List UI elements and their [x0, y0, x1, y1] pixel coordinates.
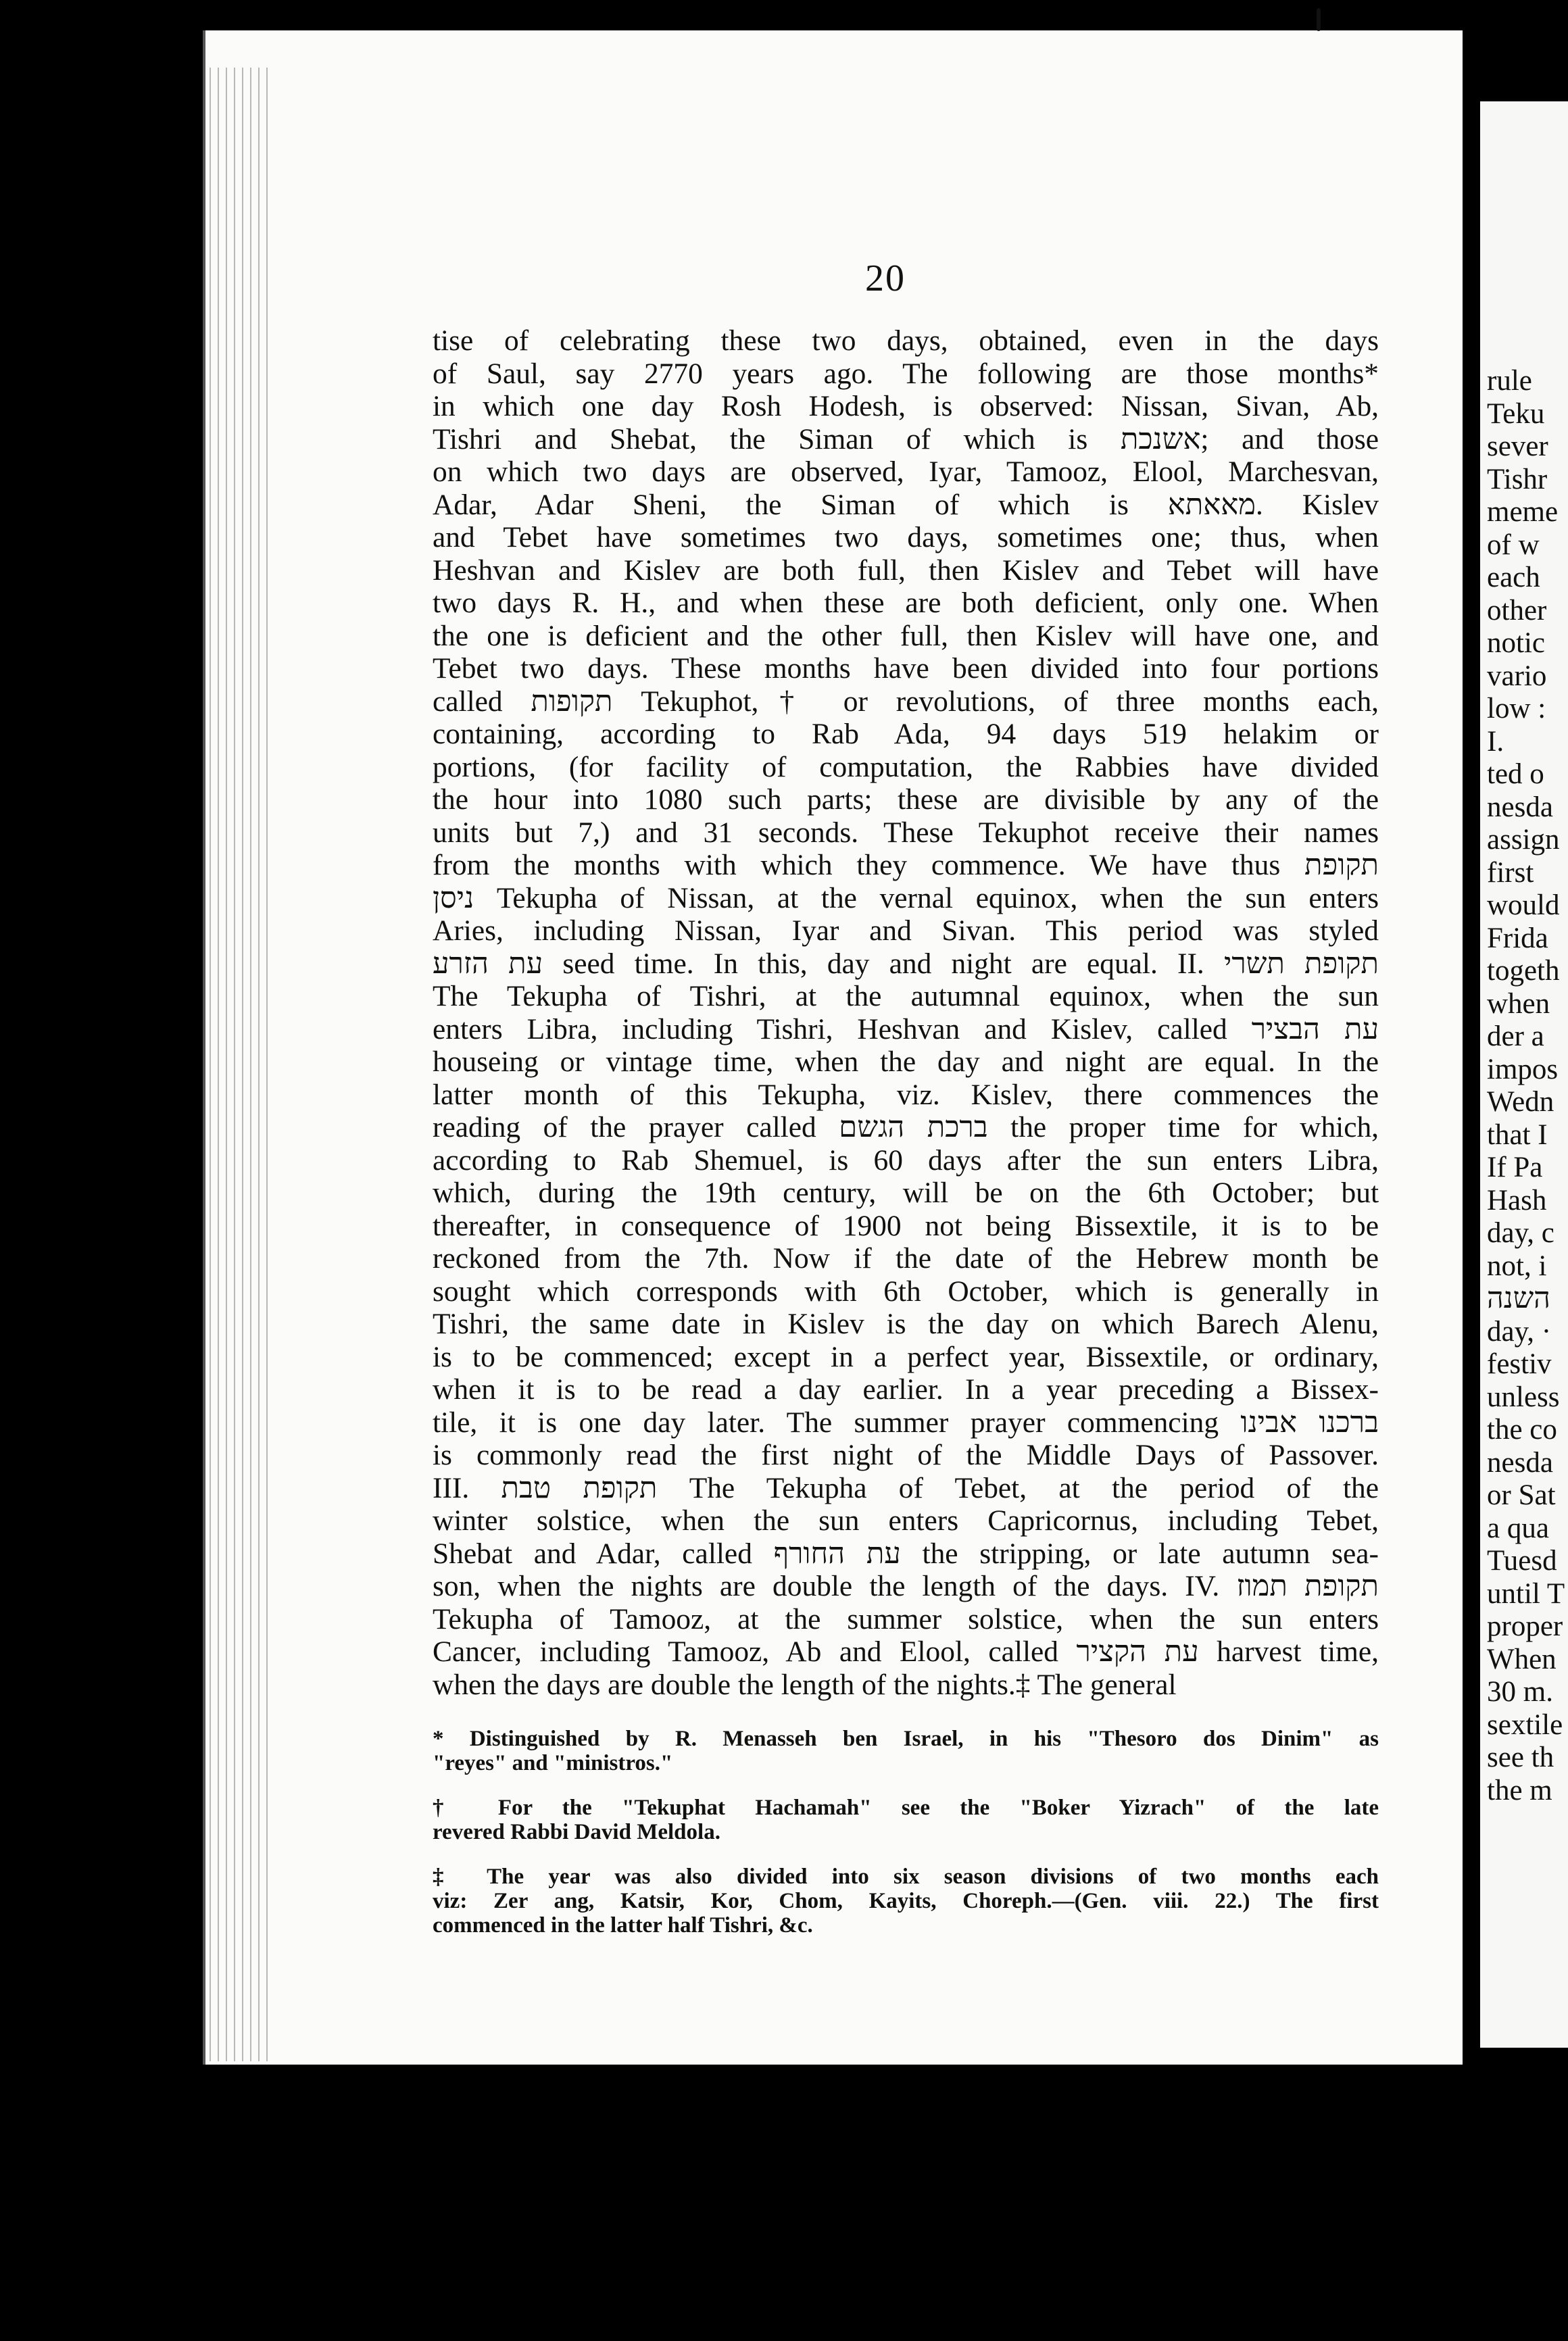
text-line: III. תקופת טבת The Tekupha of Tebet, at the period of the — [433, 1471, 1379, 1504]
text-line: according to Rab Shemuel, is 60 days after the sun enters Libra, — [433, 1143, 1379, 1177]
right-page-text — [1487, 365, 1568, 1807]
text-line: of Saul, say 2770 years ago. The following are those months* — [433, 357, 1379, 390]
right-page-line: nesda — [1487, 791, 1553, 823]
text-line: Tishri and Shebat, the Siman of which is אשנכת; and those — [433, 422, 1379, 455]
right-page-line: low : — [1487, 693, 1546, 724]
text-line: and Tebet have sometimes two days, sometimes one; thus, when — [433, 521, 1379, 553]
right-page-line: impos — [1487, 1053, 1559, 1085]
footnote — [433, 1727, 1379, 1775]
right-page-line: sextile — [1487, 1708, 1563, 1741]
text-line: tise of celebrating these two days, obtained, even in the days — [433, 324, 1379, 357]
right-page-line: vario — [1487, 660, 1547, 692]
text-line: called תקופות Tekuphot,† or revolutions, of three months each, — [433, 685, 1379, 718]
footnote-line: ‡ The year was also divided into six season divisions of two months each — [433, 1865, 1379, 1889]
footnote — [433, 1796, 1379, 1844]
text-line: The Tekupha of Tishri, at the autumnal equinox, when the sun — [433, 980, 1379, 1012]
right-page-line: first — [1487, 856, 1534, 889]
right-page-line: when — [1487, 987, 1550, 1020]
footnote-line: commenced in the latter half Tishri, &c. — [433, 1913, 813, 1938]
text-line: enters Libra, including Tishri, Heshvan and Kislev, called עת הבציר — [433, 1012, 1379, 1045]
text-line: Tishri, the same date in Kislev is the day on which Barech Alenu, — [433, 1308, 1379, 1340]
right-page-line: Tishr — [1487, 463, 1548, 495]
right-page-line: would — [1487, 889, 1560, 921]
right-page-line: rule — [1487, 365, 1532, 397]
text-line: containing, according to Rab Ada, 94 days 519 helakim or — [433, 718, 1379, 750]
text-line: Tekupha of Tamooz, at the summer solstice, when the sun enters — [433, 1602, 1379, 1635]
right-page-line: sever — [1487, 430, 1548, 462]
text-line: from the months with which they commence. We have thus תקופת — [433, 849, 1379, 881]
right-page-line: notic — [1487, 627, 1545, 659]
text-line: thereafter, in consequence of 1900 not being Bissextile, it is to be — [433, 1209, 1379, 1242]
right-page-line: the m — [1487, 1774, 1552, 1806]
footnote-line: "reyes" and "ministros." — [433, 1751, 673, 1775]
right-page-line: day, · — [1487, 1315, 1552, 1348]
text-line: ניסן Tekupha of Nissan, at the vernal equinox, when the sun enters — [433, 881, 1379, 914]
text-line: Tebet two days. These months have been divided into four portions — [433, 652, 1379, 685]
text-line: which, during the 19th century, will be on the 6th October; but — [433, 1177, 1379, 1209]
text-line: when the days are double the length of the nights.‡ The general — [433, 1668, 1177, 1701]
page-number: 20 — [865, 257, 906, 299]
text-line: when it is to be read a day earlier. In a year preceding a Bissex- — [433, 1373, 1379, 1406]
right-page-line: 30 m. — [1487, 1676, 1553, 1708]
footnote-line: viz: Zer ang, Katsir, Kor, Chom, Kayits, Choreph.—(Gen. viii. 22.) The first — [433, 1889, 1379, 1913]
text-line: winter solstice, when the sun enters Capricornus, including Tebet, — [433, 1504, 1379, 1537]
right-page-line: Wedn — [1487, 1086, 1554, 1118]
right-page-line: unless — [1487, 1381, 1560, 1413]
body-text — [433, 324, 1379, 1701]
text-line: Heshvan and Kislev are both full, then Kislev and Tebet will have — [433, 553, 1379, 587]
right-page-line: festiv — [1487, 1348, 1552, 1380]
right-page-line: of w — [1487, 528, 1540, 561]
footnote-line: † For the "Tekuphat Hachamah" see the "Boker Yizrach" of the late — [433, 1796, 1379, 1820]
right-page-line: see th — [1487, 1742, 1554, 1773]
right-page-line: day, c — [1487, 1217, 1554, 1249]
text-line: tile, it is one day later. The summer prayer commencing ברכנו אבינו — [433, 1406, 1379, 1439]
right-page-line: Frida — [1487, 922, 1548, 954]
speck — [1317, 8, 1321, 31]
text-line: units but 7,) and 31 seconds. These Tekuphot receive their names — [433, 816, 1379, 849]
text-line: the one is deficient and the other full, then Kislev will have one, and — [433, 619, 1379, 652]
footnote — [433, 1865, 1379, 1938]
page-edge-stack — [203, 68, 284, 2061]
text-line: is commonly read the first night of the Middle Days of Passover. — [433, 1439, 1379, 1471]
right-page-line: השנה — [1487, 1283, 1550, 1314]
footnotes — [433, 1727, 1379, 1958]
right-page-line: If Pa — [1487, 1152, 1543, 1183]
right-page-line: the co — [1487, 1414, 1557, 1446]
text-line: the hour into 1080 such parts; these are divisible by any of the — [433, 783, 1379, 816]
right-page-line: I. — [1487, 725, 1504, 758]
footnote-line: revered Rabbi David Meldola. — [433, 1820, 720, 1844]
right-page-line: When — [1487, 1643, 1557, 1675]
text-line: Aries, including Nissan, Iyar and Sivan. This period was styled — [433, 914, 1379, 947]
text-line: Cancer, including Tamooz, Ab and Elool, called עת הקציר harvest time, — [433, 1635, 1379, 1668]
text-line: son, when the nights are double the length of the days. IV. תקופת תמוז — [433, 1570, 1379, 1602]
right-page-line: proper — [1487, 1610, 1563, 1642]
right-page-line: Hash — [1487, 1184, 1547, 1216]
text-line: portions, (for facility of computation, the Rabbies have divided — [433, 750, 1379, 783]
right-page-line: that I — [1487, 1118, 1548, 1151]
right-page-line: or Sat — [1487, 1479, 1556, 1511]
right-page-line: der a — [1487, 1020, 1544, 1052]
text-line: עת הזרע seed time. In this, day and night are equal. II. תקופת תשרי — [433, 947, 1379, 980]
text-line: reading of the prayer called ברכת הגשם the proper time for which, — [433, 1111, 1379, 1143]
text-line: latter month of this Tekupha, viz. Kislev, there commences the — [433, 1078, 1379, 1111]
right-page-line: each — [1487, 562, 1540, 593]
text-line: houseing or vintage time, when the day and night are equal. In the — [433, 1045, 1379, 1078]
text-line: Adar, Adar Sheni, the Siman of which is מאאתא. Kislev — [433, 488, 1379, 521]
right-page-line: assign — [1487, 824, 1560, 856]
text-line: sought which corresponds with 6th October, which is generally in — [433, 1275, 1379, 1308]
text-line: Shebat and Adar, called עת החורף the stripping, or late autumn sea- — [433, 1537, 1379, 1570]
text-line: reckoned from the 7th. Now if the date of the Hebrew month be — [433, 1242, 1379, 1275]
right-page-line: nesda — [1487, 1446, 1553, 1479]
right-page-line: Tuesd — [1487, 1545, 1557, 1577]
right-page-line: ted o — [1487, 758, 1544, 790]
right-page-line: other — [1487, 594, 1547, 626]
right-page-line: not, i — [1487, 1250, 1547, 1282]
footnote-line: * Distinguished by R. Menasseh ben Israel, in his "Thesoro dos Dinim" as — [433, 1727, 1379, 1751]
right-page-line: togeth — [1487, 955, 1560, 987]
text-line: in which one day Rosh Hodesh, is observed: Nissan, Sivan, Ab, — [433, 390, 1379, 422]
text-line: on which two days are observed, Iyar, Tamooz, Elool, Marchesvan, — [433, 455, 1379, 488]
right-page-line: meme — [1487, 496, 1559, 528]
right-page-line: Teku — [1487, 397, 1545, 430]
right-page-line: a qua — [1487, 1512, 1549, 1544]
text-line: is to be commenced; except in a perfect year, Bissextile, or ordinary, — [433, 1340, 1379, 1373]
right-page-line: until T — [1487, 1577, 1565, 1610]
text-line: two days R. H., and when these are both deficient, only one. When — [433, 587, 1379, 619]
